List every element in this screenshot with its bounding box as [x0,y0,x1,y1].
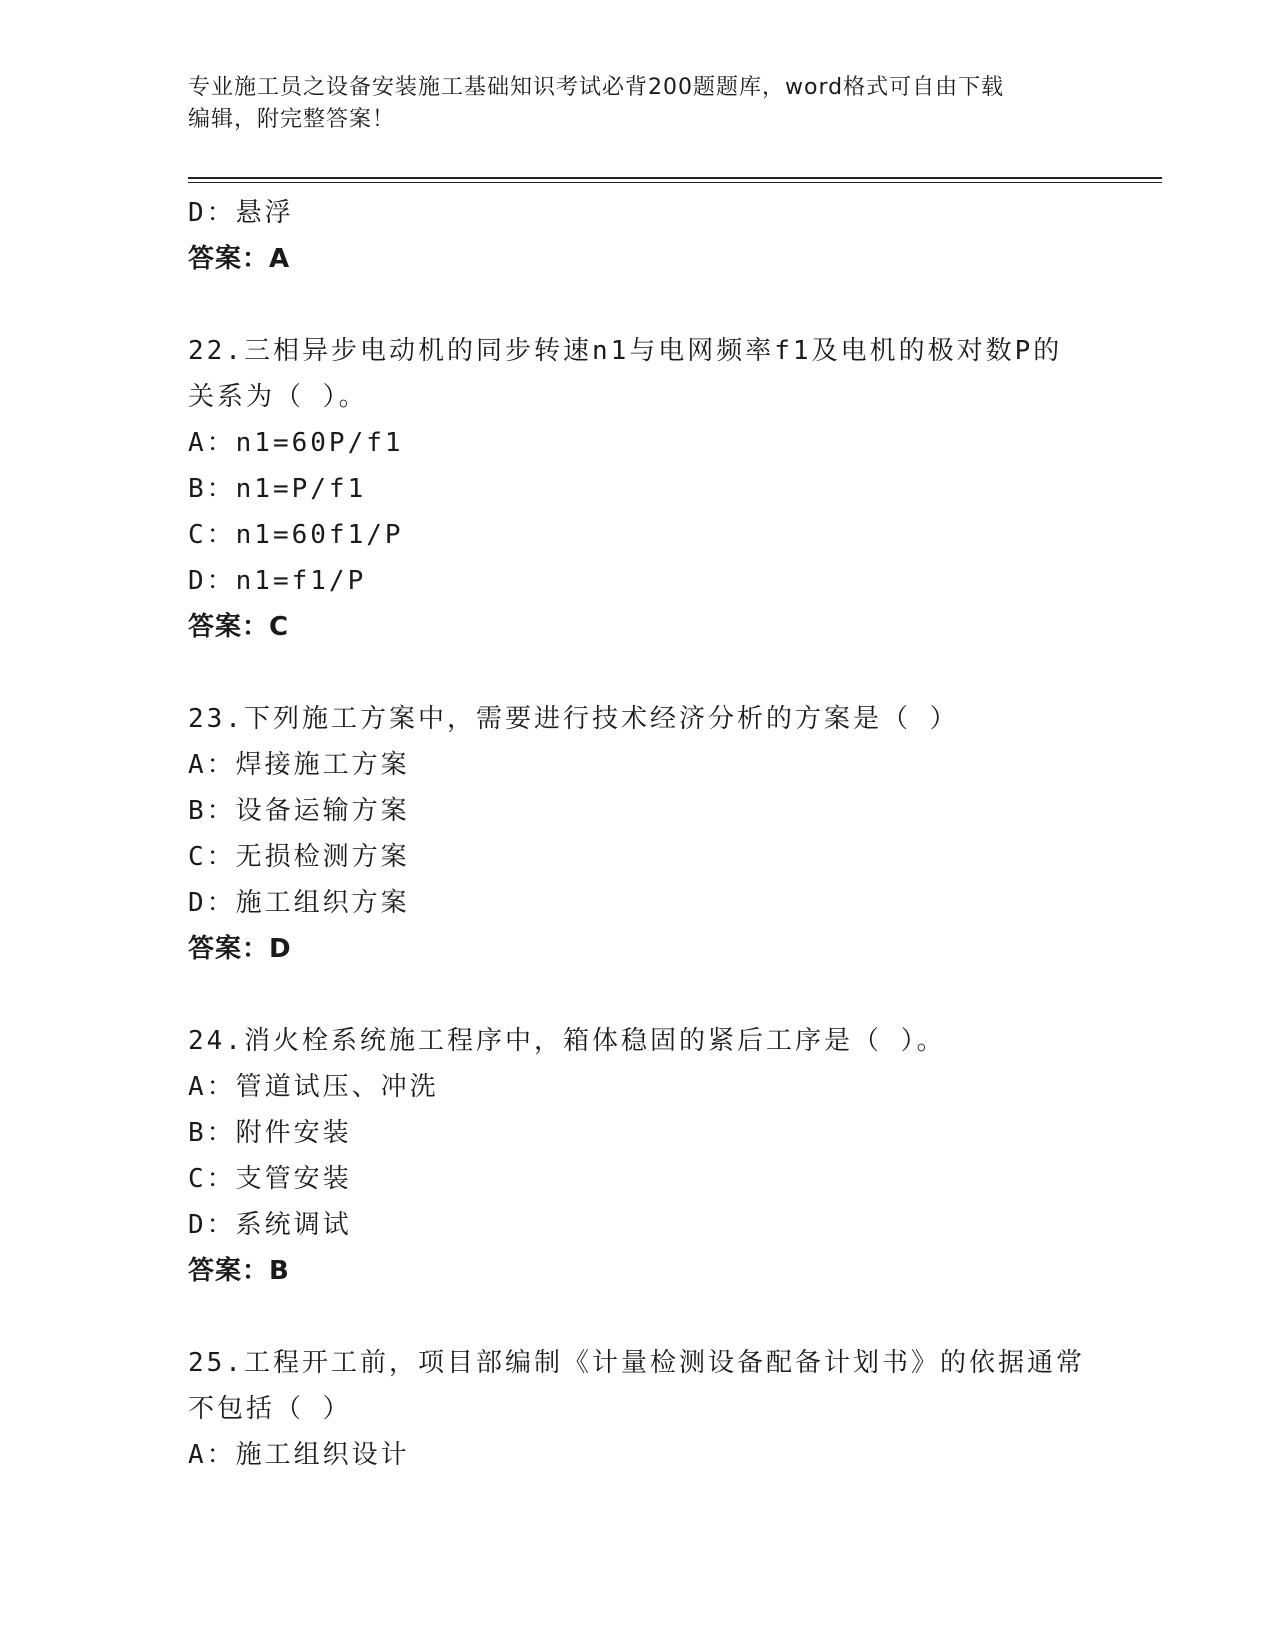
q23-answer: 答案：D [188,934,292,964]
q22-stem-line-1: 22.三相异步电动机的同步转速n1与电网频率f1及电机的极对数P的 [188,336,1063,366]
q21-option-d: D：悬浮 [188,198,294,228]
q25-stem-line-2: 不包括（ ） [188,1394,352,1424]
q22-option-a: A：n1=60P/f1 [188,428,404,458]
q24-option-a: A：管道试压、冲洗 [188,1072,439,1102]
q23-option-b: B：设备运输方案 [188,796,410,826]
q21-answer: 答案：A [188,244,291,274]
q24-answer: 答案：B [188,1256,290,1286]
q24-option-d: D：系统调试 [188,1210,352,1240]
spacer [188,1294,1088,1340]
q23-option-c: C：无损检测方案 [188,842,410,872]
q25-option-a: A：施工组织设计 [188,1440,410,1470]
q22-option-d: D：n1=f1/P [188,566,367,596]
question-list [188,190,1088,1478]
q22-answer: 答案：C [188,612,290,642]
header-title-line-2: 编辑，附完整答案！ [188,107,396,132]
header-title-line-1: 专业施工员之设备安装施工基础知识考试必背200题题库，word格式可自由下载 [188,75,1005,100]
header-divider-thick [188,177,1162,179]
header-divider-thin [188,182,1162,183]
q22-stem-line-2: 关系为（ ）。 [188,382,368,412]
spacer [188,972,1088,1018]
q24-stem-line-1: 24.消火栓系统施工程序中，箱体稳固的紧后工序是（ ）。 [188,1026,946,1056]
q24-option-c: C：支管安装 [188,1164,352,1194]
q25-stem-line-1: 25.工程开工前，项目部编制《计量检测设备配备计划书》的依据通常 [188,1348,1085,1378]
spacer [188,282,1088,328]
q22-option-b: B：n1=P/f1 [188,474,367,504]
q23-stem-line-1: 23.下列施工方案中，需要进行技术经济分析的方案是（ ） [188,704,959,734]
q23-option-a: A：焊接施工方案 [188,750,410,780]
q23-option-d: D：施工组织方案 [188,888,410,918]
q24-option-b: B：附件安装 [188,1118,352,1148]
document-header [188,72,1088,136]
q22-option-c: C：n1=60f1/P [188,520,404,550]
spacer [188,650,1088,696]
